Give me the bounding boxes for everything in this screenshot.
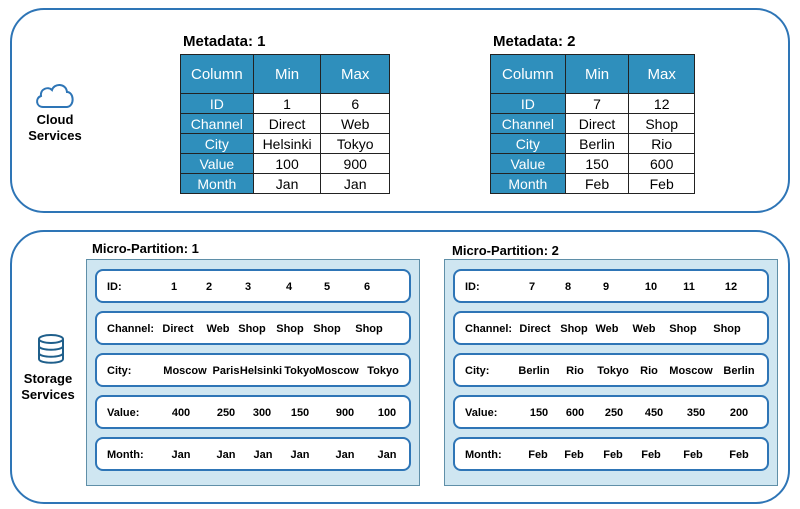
max-cell: Tokyo <box>321 134 390 154</box>
metadata-header-row <box>491 55 695 94</box>
metadata-row <box>491 154 695 174</box>
row-label: ID: <box>107 281 122 293</box>
max-cell: Shop <box>629 114 695 134</box>
column-header: Column <box>181 55 254 94</box>
value-cell: Web <box>595 323 619 335</box>
column-cell: Channel <box>491 114 566 134</box>
metadata-row <box>491 94 695 114</box>
value-cell: Shop <box>313 323 341 335</box>
metadata-2-table <box>490 54 695 194</box>
value-cell: 12 <box>724 281 738 293</box>
value-cell: Shop <box>355 323 383 335</box>
value-cell: 8 <box>564 281 572 293</box>
row-label: City: <box>107 365 132 377</box>
storage-label-line2: Services <box>21 387 75 402</box>
value-cell: Web <box>632 323 656 335</box>
cloud-label-line2: Services <box>28 128 82 143</box>
value-cell: Shop <box>669 323 697 335</box>
value-cell: 1 <box>170 281 178 293</box>
column-cell: Month <box>491 174 566 194</box>
value-cell: 900 <box>335 407 355 419</box>
metadata-row <box>491 134 695 154</box>
partition-row-month <box>95 437 411 471</box>
value-cell: Helsinki <box>239 365 283 377</box>
value-cell: 600 <box>565 407 585 419</box>
max-cell: 12 <box>629 94 695 114</box>
min-cell: 150 <box>565 154 629 174</box>
max-header: Max <box>629 55 695 94</box>
value-cell: 300 <box>252 407 272 419</box>
partition-row-channel <box>453 311 769 345</box>
metadata-row <box>181 154 390 174</box>
value-cell: Feb <box>528 449 548 461</box>
value-cell: Feb <box>641 449 661 461</box>
column-cell: City <box>491 134 566 154</box>
max-cell: Web <box>321 114 390 134</box>
value-cell: 11 <box>683 281 695 293</box>
value-cell: Shop <box>238 323 266 335</box>
value-cell: Feb <box>603 449 623 461</box>
storage-services-label <box>16 371 80 403</box>
min-cell: 7 <box>565 94 629 114</box>
database-icon <box>36 334 66 364</box>
row-label: Channel: <box>107 323 155 335</box>
micro-partition-2 <box>444 259 778 486</box>
metadata-row <box>181 94 390 114</box>
value-cell: Tokyo <box>284 365 316 377</box>
micro-partition-1 <box>86 259 420 486</box>
value-cell: 200 <box>729 407 749 419</box>
value-cell: 2 <box>205 281 213 293</box>
value-cell: 250 <box>216 407 236 419</box>
value-cell: 100 <box>377 407 397 419</box>
value-cell: Jan <box>290 449 310 461</box>
value-cell: 350 <box>686 407 706 419</box>
partition-row-city <box>95 353 411 387</box>
column-header: Column <box>491 55 566 94</box>
value-cell: Jan <box>171 449 191 461</box>
min-cell: 1 <box>253 94 321 114</box>
value-cell: Shop <box>713 323 741 335</box>
value-cell: 150 <box>290 407 310 419</box>
partition-row-id <box>95 269 411 303</box>
min-cell: 100 <box>253 154 321 174</box>
value-cell: Jan <box>253 449 273 461</box>
metadata-row <box>491 174 695 194</box>
column-cell: ID <box>491 94 566 114</box>
value-cell: 3 <box>244 281 252 293</box>
metadata-2-title: Metadata: 2 <box>493 33 576 50</box>
value-cell: Feb <box>729 449 749 461</box>
value-cell: 250 <box>604 407 624 419</box>
partition-row-value <box>95 395 411 429</box>
min-cell: Feb <box>565 174 629 194</box>
cloud-label-line1: Cloud <box>36 112 74 127</box>
micro-partition-2-title: Micro-Partition: 2 <box>452 243 559 258</box>
row-label: City: <box>465 365 490 377</box>
value-cell: Paris <box>212 365 240 377</box>
max-cell: 900 <box>321 154 390 174</box>
value-cell: Direct <box>162 323 194 335</box>
row-label: Value: <box>107 407 140 419</box>
partition-row-month <box>453 437 769 471</box>
micro-partition-1-title: Micro-Partition: 1 <box>92 241 199 256</box>
column-cell: ID <box>181 94 254 114</box>
metadata-1-title: Metadata: 1 <box>183 33 266 50</box>
value-cell: Feb <box>564 449 584 461</box>
value-cell: 150 <box>529 407 549 419</box>
min-cell: Direct <box>565 114 629 134</box>
value-cell: Direct <box>519 323 551 335</box>
metadata-row <box>181 174 390 194</box>
min-cell: Direct <box>253 114 321 134</box>
metadata-1-table <box>180 54 390 194</box>
metadata-row <box>181 134 390 154</box>
column-cell: Value <box>181 154 254 174</box>
cloud-services-label <box>22 112 88 144</box>
metadata-header-row <box>181 55 390 94</box>
max-cell: Feb <box>629 174 695 194</box>
value-cell: 4 <box>285 281 293 293</box>
value-cell: Jan <box>335 449 355 461</box>
row-label: ID: <box>465 281 480 293</box>
min-cell: Helsinki <box>253 134 321 154</box>
value-cell: 5 <box>323 281 331 293</box>
cloud-icon <box>34 80 76 110</box>
value-cell: Web <box>206 323 230 335</box>
min-header: Min <box>253 55 321 94</box>
metadata-row <box>491 114 695 134</box>
row-label: Value: <box>465 407 498 419</box>
storage-label-line1: Storage <box>23 371 73 386</box>
value-cell: Jan <box>377 449 397 461</box>
value-cell: Tokyo <box>597 365 629 377</box>
max-header: Max <box>321 55 390 94</box>
value-cell: Moscow <box>669 365 713 377</box>
value-cell: Shop <box>276 323 304 335</box>
value-cell: Berlin <box>518 365 550 377</box>
value-cell: Rio <box>640 365 658 377</box>
max-cell: Rio <box>629 134 695 154</box>
value-cell: 6 <box>363 281 371 293</box>
value-cell: Rio <box>566 365 584 377</box>
value-cell: Jan <box>216 449 236 461</box>
min-cell: Jan <box>253 174 321 194</box>
value-cell: Shop <box>560 323 588 335</box>
value-cell: 450 <box>644 407 664 419</box>
partition-row-id <box>453 269 769 303</box>
column-cell: Month <box>181 174 254 194</box>
row-label: Month: <box>465 449 502 461</box>
partition-row-value <box>453 395 769 429</box>
partition-row-city <box>453 353 769 387</box>
row-label: Channel: <box>465 323 513 335</box>
value-cell: Berlin <box>723 365 755 377</box>
column-cell: Value <box>491 154 566 174</box>
value-cell: Moscow <box>315 365 359 377</box>
row-label: Month: <box>107 449 144 461</box>
value-cell: Feb <box>683 449 703 461</box>
column-cell: Channel <box>181 114 254 134</box>
value-cell: 400 <box>171 407 191 419</box>
value-cell: Tokyo <box>367 365 399 377</box>
value-cell: Moscow <box>163 365 207 377</box>
min-cell: Berlin <box>565 134 629 154</box>
partition-row-channel <box>95 311 411 345</box>
value-cell: 7 <box>528 281 536 293</box>
max-cell: Jan <box>321 174 390 194</box>
metadata-row <box>181 114 390 134</box>
value-cell: 9 <box>602 281 610 293</box>
min-header: Min <box>565 55 629 94</box>
max-cell: 6 <box>321 94 390 114</box>
value-cell: 10 <box>644 281 658 293</box>
max-cell: 600 <box>629 154 695 174</box>
column-cell: City <box>181 134 254 154</box>
